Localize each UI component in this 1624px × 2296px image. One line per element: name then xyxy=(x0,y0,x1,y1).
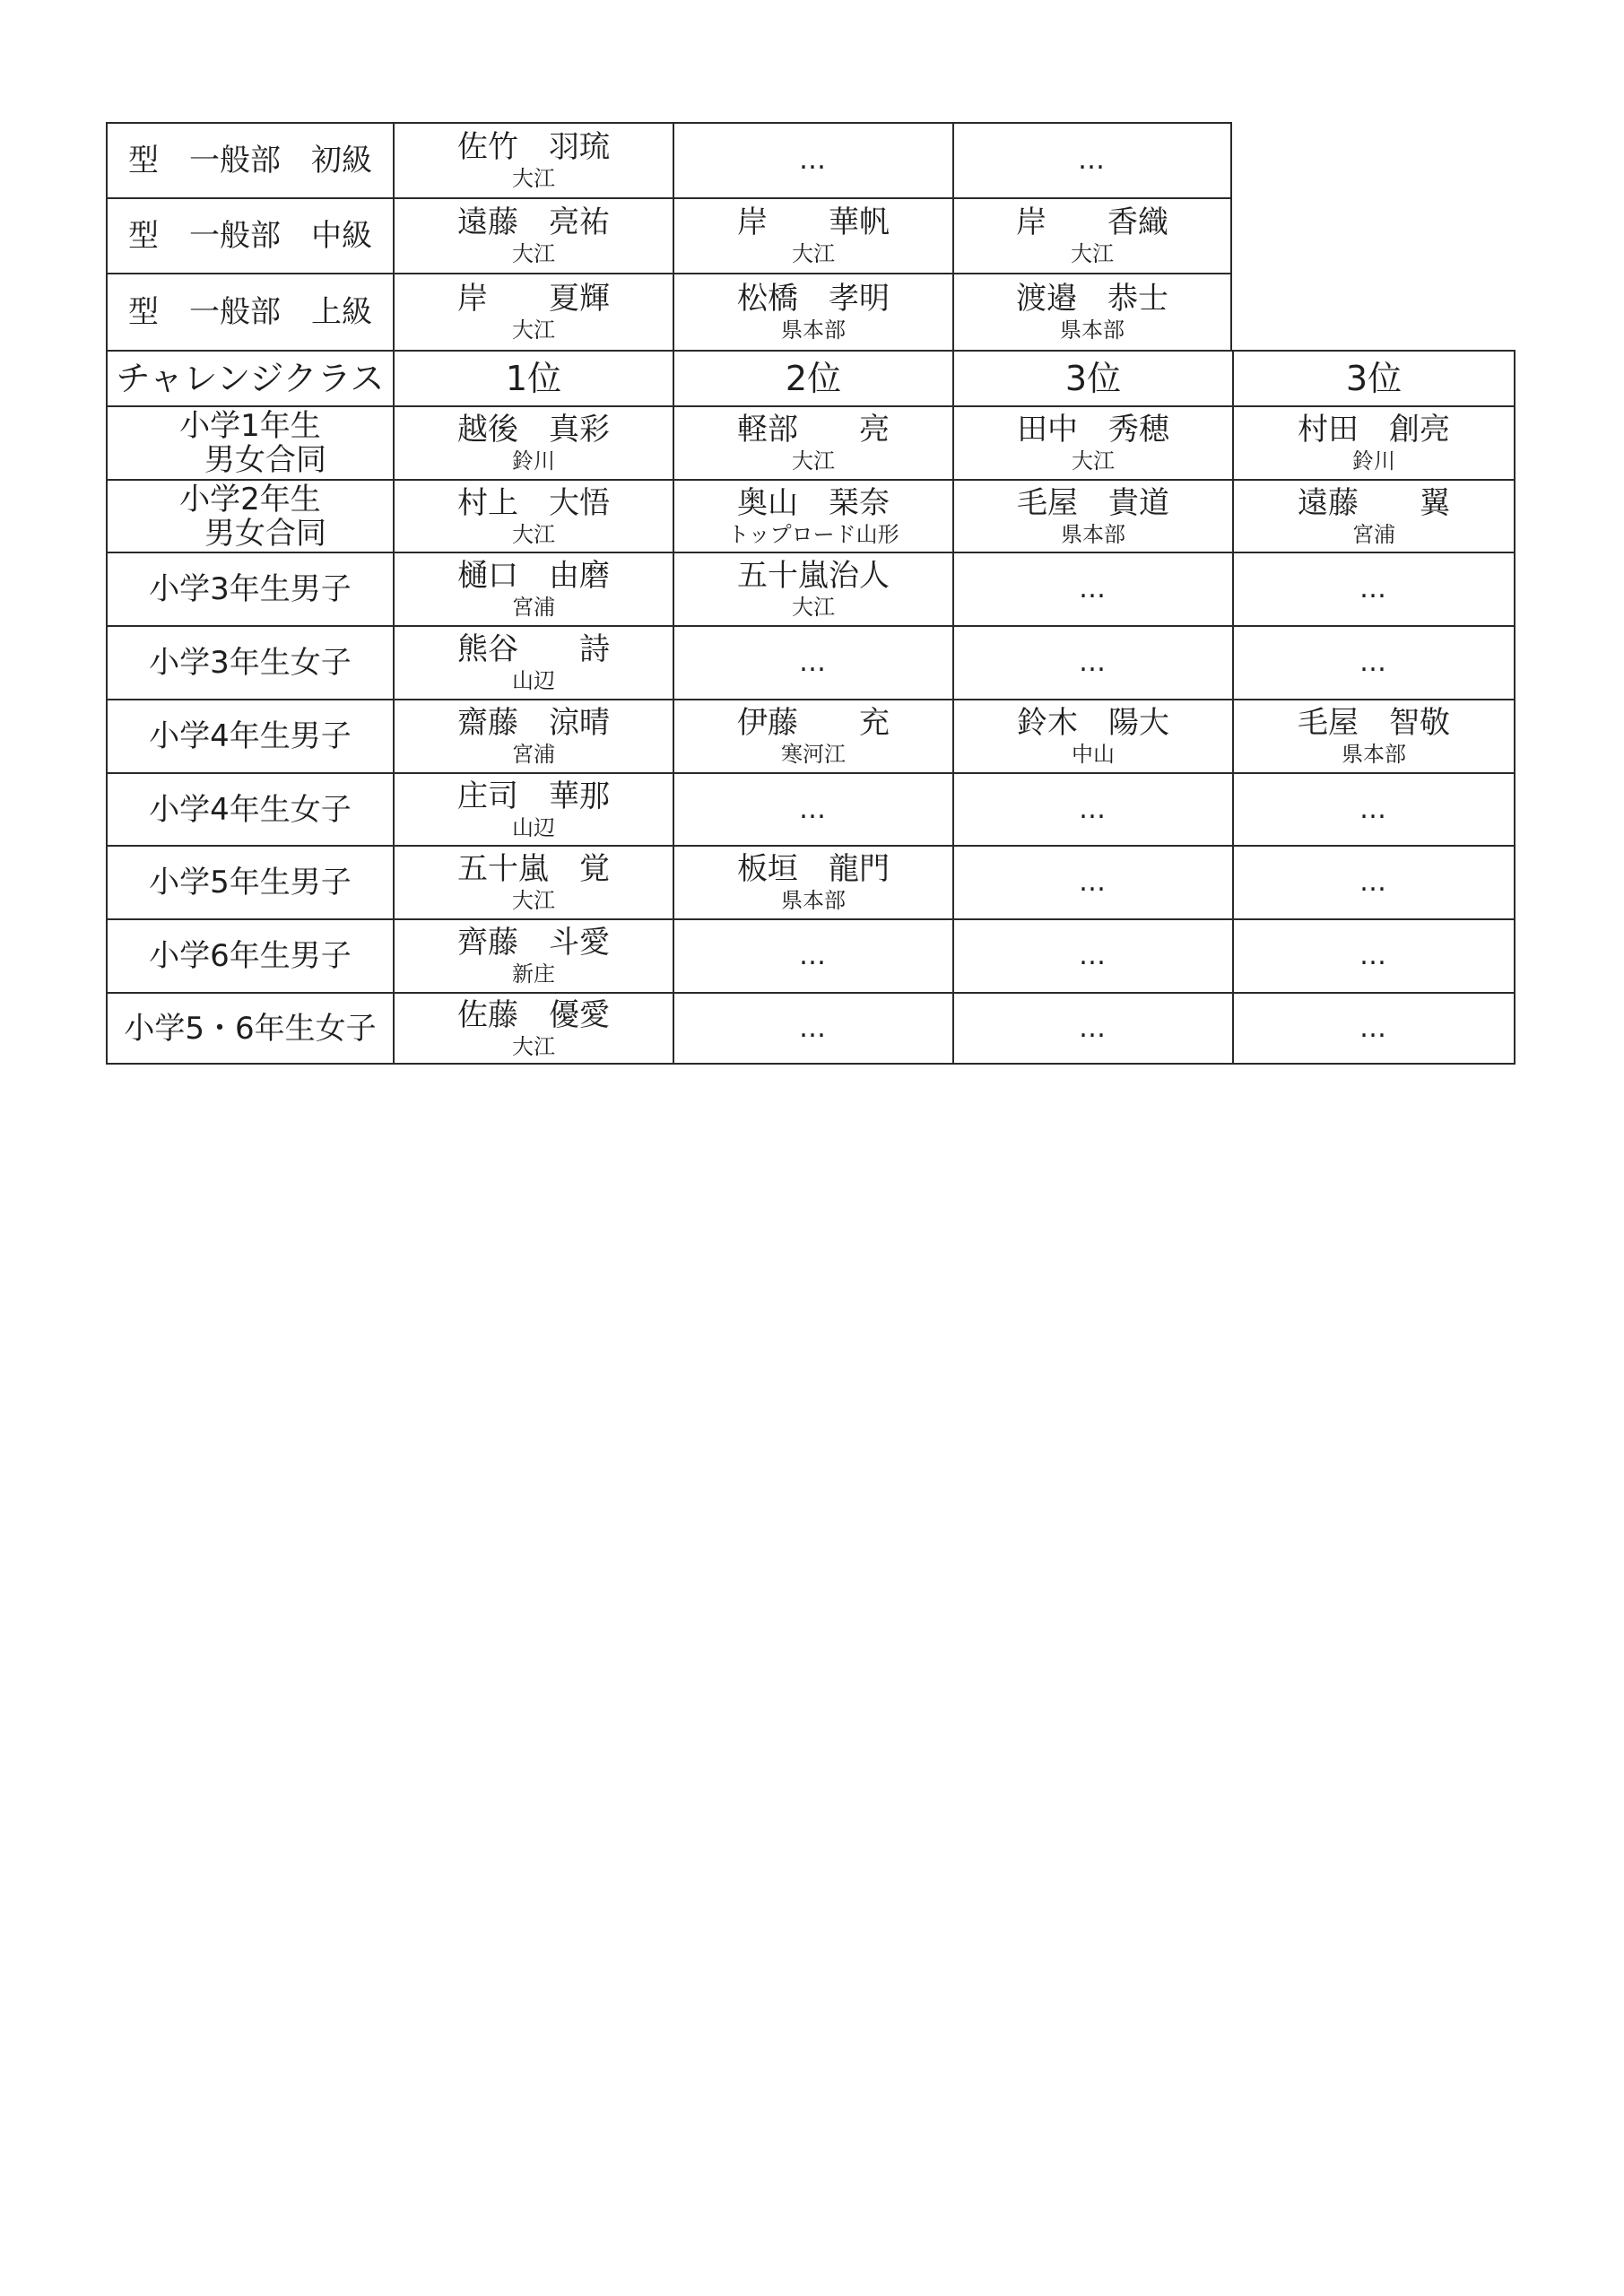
empty-placeholder: … xyxy=(1079,1012,1107,1044)
athlete-name: 庄司 華那 xyxy=(457,778,610,814)
rank-cell xyxy=(952,197,1232,273)
empty-placeholder: … xyxy=(1359,866,1388,898)
club-name: 中山 xyxy=(1072,742,1115,767)
athlete-name: 田中 秀穂 xyxy=(1017,412,1169,448)
empty-placeholder: … xyxy=(1359,647,1388,678)
club-name: 大江 xyxy=(512,521,555,547)
category-cell xyxy=(106,197,393,273)
empty-placeholder: … xyxy=(1359,1012,1388,1044)
club-name: 新庄 xyxy=(512,961,555,987)
category-cell xyxy=(106,625,393,699)
rank-cell xyxy=(1232,479,1515,552)
rank-cell xyxy=(952,405,1232,479)
athlete-name: 遠藤 亮祐 xyxy=(457,204,610,240)
club-name: 県本部 xyxy=(1061,521,1125,547)
club-name: 宮浦 xyxy=(512,742,555,767)
category-label: 小学3年生女子 xyxy=(149,645,352,681)
empty-placeholder: … xyxy=(799,647,828,678)
category-cell xyxy=(106,772,393,845)
rank-cell xyxy=(393,625,673,699)
rank-cell xyxy=(952,122,1232,197)
category-label: 小学4年生女子 xyxy=(149,791,352,828)
category-label: 男女合同 xyxy=(174,442,326,478)
rank-cell xyxy=(952,625,1232,699)
empty-placeholder: … xyxy=(1079,793,1107,825)
empty-placeholder: … xyxy=(1359,940,1388,971)
empty-placeholder: … xyxy=(799,793,828,825)
rank-cell xyxy=(673,772,952,845)
category-cell xyxy=(106,918,393,992)
athlete-name: 岸 夏輝 xyxy=(457,281,610,317)
athlete-name: 五十嵐 覚 xyxy=(457,851,610,887)
athlete-name: 毛屋 智敬 xyxy=(1298,705,1450,741)
category-cell xyxy=(106,273,393,350)
empty-placeholder: … xyxy=(1359,573,1388,604)
athlete-name: 毛屋 貴道 xyxy=(1017,484,1169,521)
rank-cell xyxy=(673,122,952,197)
rank-header-label: 3位 xyxy=(1345,359,1403,398)
club-name: 大江 xyxy=(792,595,835,620)
club-name: 大江 xyxy=(512,1033,555,1059)
category-cell xyxy=(106,845,393,918)
athlete-name: 佐竹 羽琉 xyxy=(457,129,610,165)
empty-placeholder: … xyxy=(1079,866,1107,898)
athlete-name: 村上 大悟 xyxy=(457,484,610,521)
rank-cell xyxy=(393,479,673,552)
rank-cell xyxy=(673,845,952,918)
empty-placeholder: … xyxy=(799,940,828,971)
athlete-name: 遠藤 翼 xyxy=(1298,484,1450,521)
athlete-name: 五十嵐治人 xyxy=(737,558,890,594)
category-cell xyxy=(106,479,393,552)
rank-cell xyxy=(1232,772,1515,845)
athlete-name: 板垣 龍門 xyxy=(737,851,890,887)
category-label: 小学4年生男子 xyxy=(149,718,352,754)
category-label: 小学1年生 xyxy=(179,408,321,444)
rank-cell xyxy=(952,479,1232,552)
club-name: 大江 xyxy=(512,317,555,343)
rank-cell xyxy=(952,273,1232,350)
rank-cell xyxy=(673,197,952,273)
rank-header-cell xyxy=(393,350,673,405)
category-cell xyxy=(106,552,393,625)
athlete-name: 鈴木 陽大 xyxy=(1017,705,1169,741)
category-label: 小学2年生 xyxy=(179,481,321,517)
athlete-name: 伊藤 充 xyxy=(737,705,890,741)
club-name: 大江 xyxy=(1071,241,1114,266)
rank-cell xyxy=(673,699,952,772)
athlete-name: 松橋 孝明 xyxy=(737,281,890,317)
empty-placeholder: … xyxy=(799,1012,828,1044)
empty-placeholder: … xyxy=(1079,940,1107,971)
athlete-name: 奥山 琹奈 xyxy=(737,484,890,521)
club-name: 県本部 xyxy=(781,888,846,913)
club-name: 大江 xyxy=(1072,448,1115,474)
rank-cell xyxy=(952,992,1232,1065)
rank-cell xyxy=(673,479,952,552)
rank-cell xyxy=(673,918,952,992)
empty-placeholder: … xyxy=(1359,793,1388,825)
rank-cell xyxy=(673,552,952,625)
rank-cell xyxy=(393,918,673,992)
rank-cell xyxy=(1232,625,1515,699)
rank-cell xyxy=(1232,552,1515,625)
rank-header-label: 2位 xyxy=(785,359,842,398)
rank-header-cell xyxy=(1232,350,1515,405)
athlete-name: 齊藤 斗愛 xyxy=(457,925,610,961)
category-label: 型 一般部 初級 xyxy=(128,143,372,178)
rank-cell xyxy=(393,845,673,918)
rank-cell xyxy=(1232,845,1515,918)
empty-placeholder: … xyxy=(799,144,828,176)
results-table xyxy=(106,122,1515,1065)
category-label: 型 一般部 中級 xyxy=(128,218,372,254)
rank-cell xyxy=(1232,405,1515,479)
rank-cell xyxy=(393,197,673,273)
rank-cell xyxy=(393,122,673,197)
category-label: 小学3年生男子 xyxy=(149,571,352,607)
club-name: 山辺 xyxy=(512,668,555,693)
rank-cell xyxy=(393,405,673,479)
rank-header-cell xyxy=(673,350,952,405)
athlete-name: 軽部 亮 xyxy=(737,412,890,448)
rank-cell xyxy=(673,405,952,479)
club-name: 大江 xyxy=(512,241,555,266)
athlete-name: 越後 真彩 xyxy=(457,412,610,448)
rank-cell xyxy=(673,625,952,699)
club-name: 大江 xyxy=(512,888,555,913)
rank-header-cell xyxy=(952,350,1232,405)
rank-cell xyxy=(673,992,952,1065)
club-name: 大江 xyxy=(792,241,835,266)
club-name: 鈴川 xyxy=(1352,448,1395,474)
rank-cell xyxy=(1232,992,1515,1065)
club-name: 寒河江 xyxy=(781,742,846,767)
rank-cell xyxy=(952,699,1232,772)
category-label: 小学6年生男子 xyxy=(149,938,352,974)
empty-placeholder: … xyxy=(1078,144,1107,176)
athlete-name: 熊谷 詩 xyxy=(457,631,610,667)
empty-placeholder: … xyxy=(1079,573,1107,604)
rank-cell xyxy=(393,772,673,845)
rank-cell xyxy=(952,552,1232,625)
category-label: 男女合同 xyxy=(174,515,326,552)
athlete-name: 佐藤 優愛 xyxy=(457,996,610,1033)
rank-cell xyxy=(952,772,1232,845)
rank-cell xyxy=(393,552,673,625)
club-name: 宮浦 xyxy=(1352,521,1395,547)
rank-cell xyxy=(393,699,673,772)
empty-placeholder: … xyxy=(1079,647,1107,678)
rank-cell xyxy=(393,273,673,350)
category-label: 小学5年生男子 xyxy=(149,865,352,900)
athlete-name: 渡邉 恭士 xyxy=(1016,281,1168,317)
athlete-name: 岸 香織 xyxy=(1016,204,1168,240)
athlete-name: 村田 創亮 xyxy=(1298,412,1450,448)
rank-cell xyxy=(1232,918,1515,992)
rank-cell xyxy=(952,845,1232,918)
athlete-name: 齋藤 涼晴 xyxy=(457,705,610,741)
club-name: 鈴川 xyxy=(512,448,555,474)
rank-header-label: 3位 xyxy=(1064,359,1122,398)
rank-cell xyxy=(952,918,1232,992)
rank-header-label: 1位 xyxy=(505,359,562,398)
category-cell xyxy=(106,992,393,1065)
rank-cell xyxy=(1232,699,1515,772)
club-name: 山辺 xyxy=(512,814,555,840)
category-label: 型 一般部 上級 xyxy=(128,294,372,330)
club-name: 大江 xyxy=(792,448,835,474)
athlete-name: 岸 華帆 xyxy=(737,204,890,240)
category-cell xyxy=(106,699,393,772)
category-cell xyxy=(106,405,393,479)
rank-cell xyxy=(673,273,952,350)
challenge-class-title: チャレンジクラス xyxy=(116,359,385,398)
club-name: 大江 xyxy=(512,166,555,191)
category-cell xyxy=(106,122,393,197)
athlete-name: 樋口 由磨 xyxy=(457,558,610,594)
club-name: 県本部 xyxy=(1342,742,1406,767)
club-name: 県本部 xyxy=(1060,317,1125,343)
club-name: 県本部 xyxy=(781,317,846,343)
challenge-header-cell xyxy=(106,350,393,405)
rank-cell xyxy=(393,992,673,1065)
club-name: 宮浦 xyxy=(512,595,555,620)
club-name: トップロード山形 xyxy=(727,521,899,547)
category-label: 小学5・6年生女子 xyxy=(124,1010,377,1047)
